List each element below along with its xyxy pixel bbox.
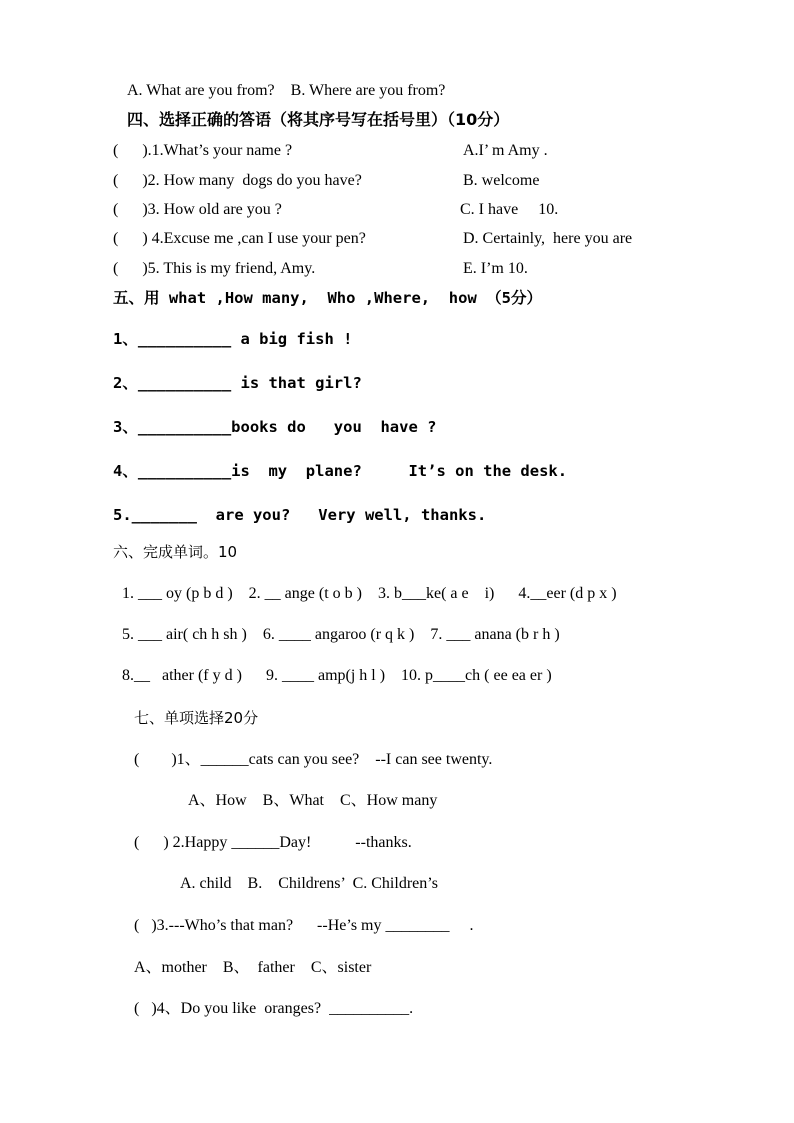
section4-answer-e: E. I’m 10. <box>463 260 528 277</box>
section5-item-3: 3、__________books do you have ? <box>113 418 437 436</box>
section5-item-4: 4、__________is my plane? It’s on the desk. <box>113 462 568 480</box>
section7-question-4: ( )4、Do you like oranges? __________. <box>134 1000 414 1017</box>
section3-options: A. What are you from? B. Where are you from? <box>127 82 446 99</box>
section7-question-2: ( ) 2.Happy ______Day! --thanks. <box>134 834 412 851</box>
section4-question-3: ( )3. How old are you ? <box>113 201 282 218</box>
section4-question-1: ( ).1.What’s your name ? <box>113 142 293 159</box>
section5-item-2: 2、__________ is that girl? <box>113 374 362 392</box>
section5-title: 五、用 what ,How many, Who ,Where, how （5分） <box>113 289 542 307</box>
section4-answer-a: A.I’ m Amy . <box>463 142 548 159</box>
section6-row-3: 8.__ ather (f y d ) 9. ____ amp(j h l ) 10. p____ch ( ee ea er ) <box>122 667 552 684</box>
section6-row-1: 1. ___ oy (p b d ) 2. __ ange (t o b ) 3. b___ke( a e i) 4.__eer (d p x ) <box>122 585 617 602</box>
section4-question-4: ( ) 4.Excuse me ,can I use your pen? <box>113 230 366 247</box>
section4-answer-b: B. welcome <box>463 172 540 189</box>
section4-answer-d: D. Certainly, here you are <box>463 230 633 247</box>
section7-title: 七、单项选择20分 <box>134 709 259 727</box>
section7-options-2: A. child B. Childrens’ C. Children’s <box>180 875 438 892</box>
section7-options-3: A、mother B、 father C、sister <box>134 959 372 976</box>
section4-answer-c: C. I have 10. <box>460 201 559 218</box>
section7-options-1: A、How B、What C、How many <box>188 792 438 809</box>
section5-item-5: 5._______ are you? Very well, thanks. <box>113 506 487 524</box>
section7-question-3: ( )3.---Who’s that man? --He’s my ________ . <box>134 917 474 934</box>
section4-title: 四、选择正确的答语（将其序号写在括号里）（10分） <box>127 110 510 129</box>
section4-question-5: ( )5. This is my friend, Amy. <box>113 260 316 277</box>
section4-question-2: ( )2. How many dogs do you have? <box>113 172 362 189</box>
section6-title: 六、完成单词。10 <box>113 543 238 561</box>
section7-question-1: ( )1、______cats can you see? --I can see twenty. <box>134 751 493 768</box>
section5-item-1: 1、__________ a big fish ! <box>113 330 353 348</box>
section6-row-2: 5. ___ air( ch h sh ) 6. ____ angaroo (r q k ) 7. ___ anana (b r h ) <box>122 626 560 643</box>
